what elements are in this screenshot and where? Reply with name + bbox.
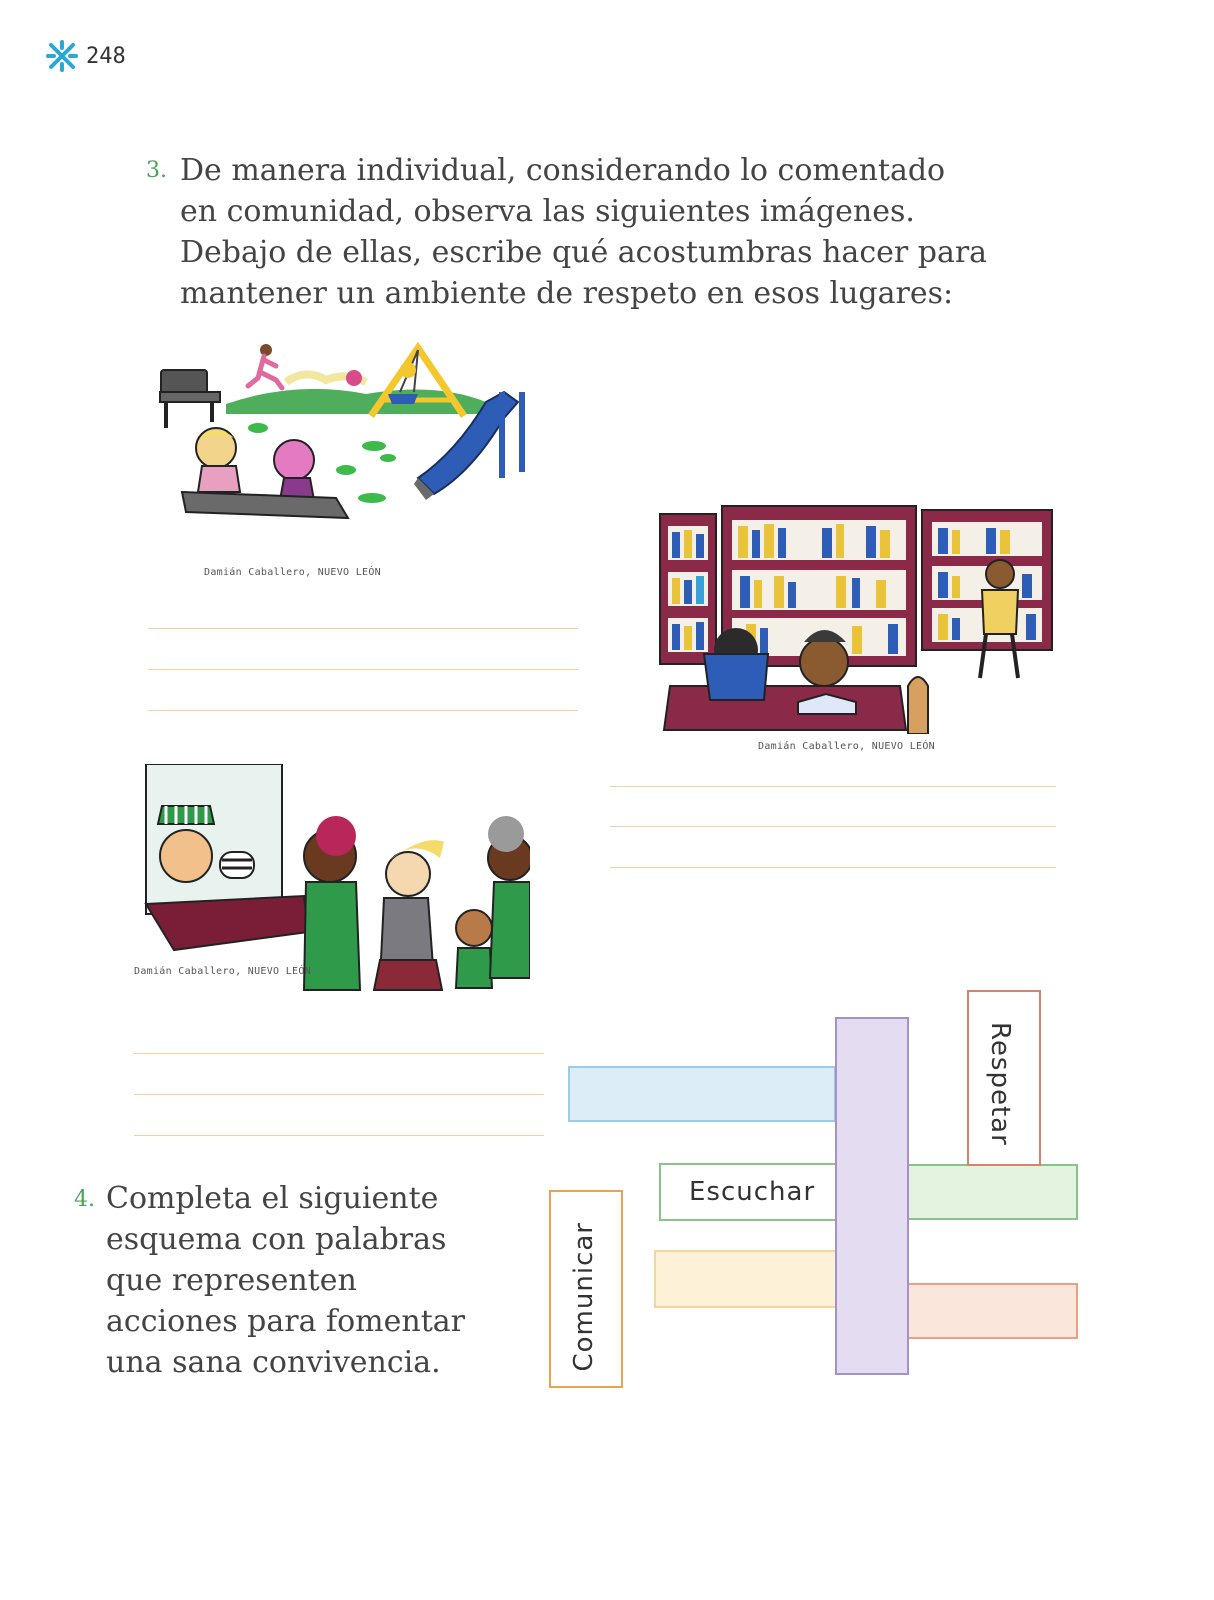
answer-line[interactable]: [148, 669, 578, 670]
page-number: 248: [86, 44, 126, 69]
question-4-line: una sana convivencia.: [106, 1345, 441, 1380]
park-illustration: [156, 342, 540, 532]
answer-line[interactable]: [610, 786, 1056, 787]
answer-line[interactable]: [134, 1135, 544, 1136]
question-3-line: De manera individual, considerando lo comentado: [180, 153, 946, 188]
park-image-credit: Damián Caballero, NUEVO LEÓN: [204, 567, 381, 578]
queue-image-credit: Damián Caballero, NUEVO LEÓN: [134, 966, 311, 977]
word-box-communicate: [549, 1190, 623, 1388]
blank-word-box-yellow[interactable]: [654, 1250, 838, 1308]
question-4-line: acciones para fomentar: [106, 1304, 465, 1339]
sep-logo-icon: [46, 40, 78, 72]
question-4-line: que representen: [106, 1263, 357, 1298]
library-image-credit: Damián Caballero, NUEVO LEÓN: [758, 741, 935, 752]
question-4-number: 4.: [74, 1187, 95, 1212]
blank-word-box-green[interactable]: [906, 1164, 1078, 1220]
question-4-line: Completa el siguiente: [106, 1181, 439, 1216]
answer-line[interactable]: [610, 826, 1056, 827]
question-4-text: [106, 1178, 526, 1383]
question-3-number: 3.: [146, 158, 167, 183]
question-3-line: Debajo de ellas, escribe qué acostumbras hacer para: [180, 235, 988, 270]
blank-word-box-orange[interactable]: [906, 1283, 1078, 1339]
answer-line[interactable]: [148, 628, 578, 629]
answer-line[interactable]: [134, 1053, 544, 1054]
answer-line[interactable]: [148, 710, 578, 711]
answer-line[interactable]: [610, 867, 1056, 868]
question-4-line: esquema con palabras: [106, 1222, 447, 1257]
word-respect: Respetar: [985, 1022, 1015, 1146]
word-listen: Escuchar: [689, 1177, 816, 1207]
word-communicate: Comunicar: [569, 1222, 599, 1372]
question-3-line: en comunidad, observa las siguientes imágenes.: [180, 194, 915, 229]
word-box-respect: [967, 990, 1041, 1166]
library-illustration: [656, 504, 1056, 734]
blank-word-box-purple-vertical[interactable]: [835, 1017, 909, 1375]
question-3-text: [180, 150, 1040, 314]
word-box-listen: [659, 1163, 837, 1221]
question-3-line: mantener un ambiente de respeto en esos lugares:: [180, 276, 954, 311]
queue-illustration: [144, 764, 530, 996]
answer-line[interactable]: [134, 1094, 544, 1095]
blank-word-box-blue[interactable]: [568, 1066, 836, 1122]
